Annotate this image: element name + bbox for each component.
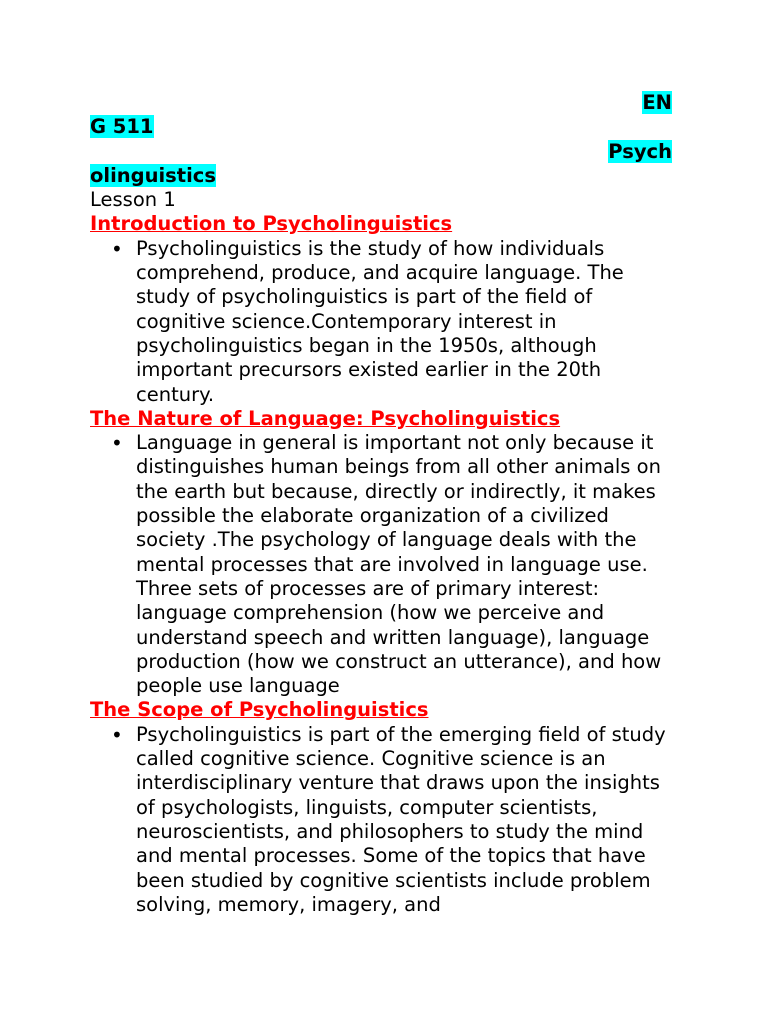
course-title-part2: olinguistics [90, 163, 216, 187]
bullet-list [90, 723, 680, 917]
course-title-part1: Psych [608, 139, 672, 163]
bullet-item: • Language in general is important not only because it distinguishes human beings from all other animals on the earth but because, directly or indirectly, it makes possible the elaborate organization of a civilized society .The psychology of language deals with the mental processes that are involved in language use. Three sets of processes are of primary interest: language comprehension (how we perceive and understand speech and written language), language production (how we construct an utterance), and how people use language [136, 431, 680, 698]
section-heading: The Scope of Psycholinguistics [90, 698, 429, 722]
section-nature-of-language [90, 407, 680, 699]
section-introduction [90, 212, 680, 406]
course-title [90, 140, 680, 189]
bullet-list [90, 237, 680, 407]
bullet-list [90, 431, 680, 698]
section-scope [90, 698, 680, 917]
bullet-item: • Psycholinguistics is the study of how individuals comprehend, produce, and acquire language. The study of psycholinguistics is part of the field of cognitive science.Contemporary interest in psycholinguistics began in the 1950s, although important precursors existed earlier in the 20th century. [136, 237, 680, 407]
course-code [90, 91, 680, 140]
course-code-part1: EN [642, 91, 672, 114]
bullet-item: • Psycholinguistics is part of the emerging field of study called cognitive science. Cognitive science is an interdisciplinary venture that draws upon the insights of psychologists, linguists, computer scientists, neuroscientists, and philosophers to study the mind and mental processes. Some of the topics that have been studied by cognitive scientists include problem solving, memory, imagery, and [136, 723, 680, 917]
document-page [90, 91, 680, 917]
section-heading: The Nature of Language: Psycholinguistics [90, 406, 561, 430]
lesson-label: Lesson 1 [90, 188, 176, 212]
course-code-part2: G 511 [90, 115, 154, 139]
section-heading: Introduction to Psycholinguistics [90, 212, 453, 236]
